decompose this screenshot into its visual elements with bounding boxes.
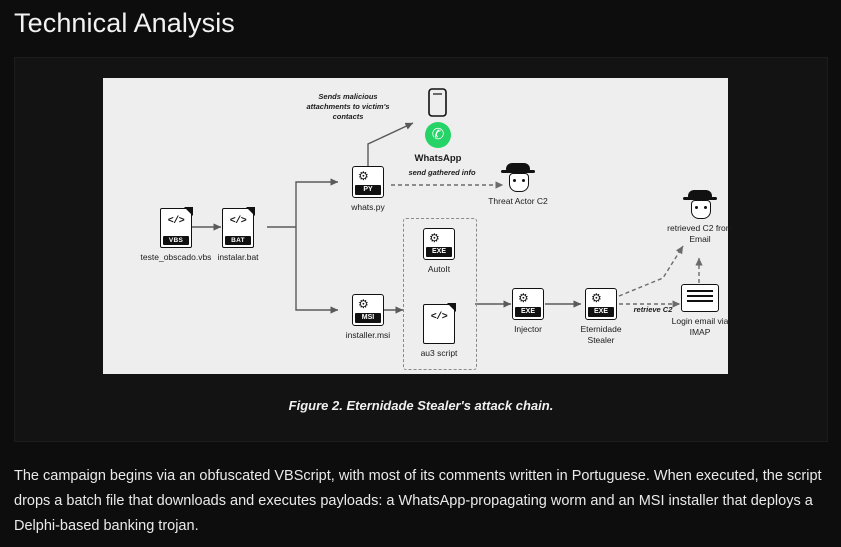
annotation-sends-attachments: Sends malicious attachments to victim's contacts xyxy=(306,92,390,121)
file-badge: PY xyxy=(355,185,381,195)
file-badge: BAT xyxy=(225,236,251,245)
node-eternidade-stealer xyxy=(568,288,634,346)
node-label: Eternidade Stealer xyxy=(580,324,622,345)
msi-installer-icon xyxy=(352,294,384,326)
node-label: AutoIt xyxy=(427,264,451,274)
file-badge: MSI xyxy=(355,313,381,323)
phone-outline-icon xyxy=(398,88,478,122)
gear-icon: ⚙ xyxy=(429,231,440,245)
node-label: Threat Actor C2 xyxy=(488,196,548,206)
whatsapp-glyph: ✆ xyxy=(431,126,445,143)
code-glyph: </> xyxy=(167,216,185,227)
vbs-file-icon xyxy=(160,208,192,248)
node-autoit xyxy=(396,228,482,275)
stealer-exe-icon xyxy=(585,288,617,320)
file-badge: EXE xyxy=(426,247,452,257)
mail-icon xyxy=(681,284,719,312)
annotation-send-gathered-info: send gathered info xyxy=(408,168,476,177)
whatsapp-icon xyxy=(425,122,451,148)
gear-icon: ⚙ xyxy=(591,291,602,305)
annotation-retrieve-c2: retrieve C2 xyxy=(633,305,673,314)
file-badge: VBS xyxy=(163,236,189,245)
code-glyph: </> xyxy=(229,216,247,227)
gear-icon: ⚙ xyxy=(518,291,529,305)
file-badge: EXE xyxy=(515,307,541,317)
node-label: au3 script xyxy=(420,348,458,358)
body-paragraph: The campaign begins via an obfuscated VBScript, with most of its comments written in Portuguese. When executed, the script drops a batch file that downloads and executes payloads: a WhatsApp-propagating worm and an MSI installer that deploys a Delphi-based banking trojan. xyxy=(14,468,822,534)
node-label: installer.msi xyxy=(345,330,391,340)
injector-exe-icon xyxy=(512,288,544,320)
node-label: teste_obscado.vbs xyxy=(140,252,212,262)
bat-file-icon xyxy=(222,208,254,248)
node-whatsapp xyxy=(398,88,478,164)
node-threat-actor-c2 xyxy=(478,163,558,207)
file-badge: EXE xyxy=(588,307,614,317)
node-label: Injector xyxy=(514,324,542,334)
autoit-exe-icon xyxy=(423,228,455,260)
threat-actor-icon xyxy=(683,190,717,220)
node-au3-script xyxy=(396,304,482,359)
node-label: WhatsApp xyxy=(414,153,462,164)
py-executable-icon xyxy=(352,166,384,198)
node-label: Login email via IMAP xyxy=(671,316,729,337)
code-glyph: </> xyxy=(430,312,448,323)
node-label: whats.py xyxy=(351,202,385,212)
page-title: Technical Analysis xyxy=(14,8,235,38)
gear-icon: ⚙ xyxy=(358,169,369,183)
node-instalar-bat xyxy=(193,208,283,263)
attack-chain-diagram xyxy=(103,78,733,374)
au3-script-icon xyxy=(423,304,455,344)
node-retrieved-c2-from-email xyxy=(665,190,735,245)
node-label: retrieved C2 from Email xyxy=(667,223,733,244)
figure-caption: Figure 2. Eternidade Stealer's attack chain. xyxy=(288,398,554,413)
node-login-email-imap xyxy=(668,284,732,338)
threat-actor-icon xyxy=(501,163,535,193)
gear-icon: ⚙ xyxy=(358,297,369,311)
node-label: instalar.bat xyxy=(217,252,259,262)
figure-block xyxy=(14,57,828,442)
node-injector xyxy=(498,288,558,335)
